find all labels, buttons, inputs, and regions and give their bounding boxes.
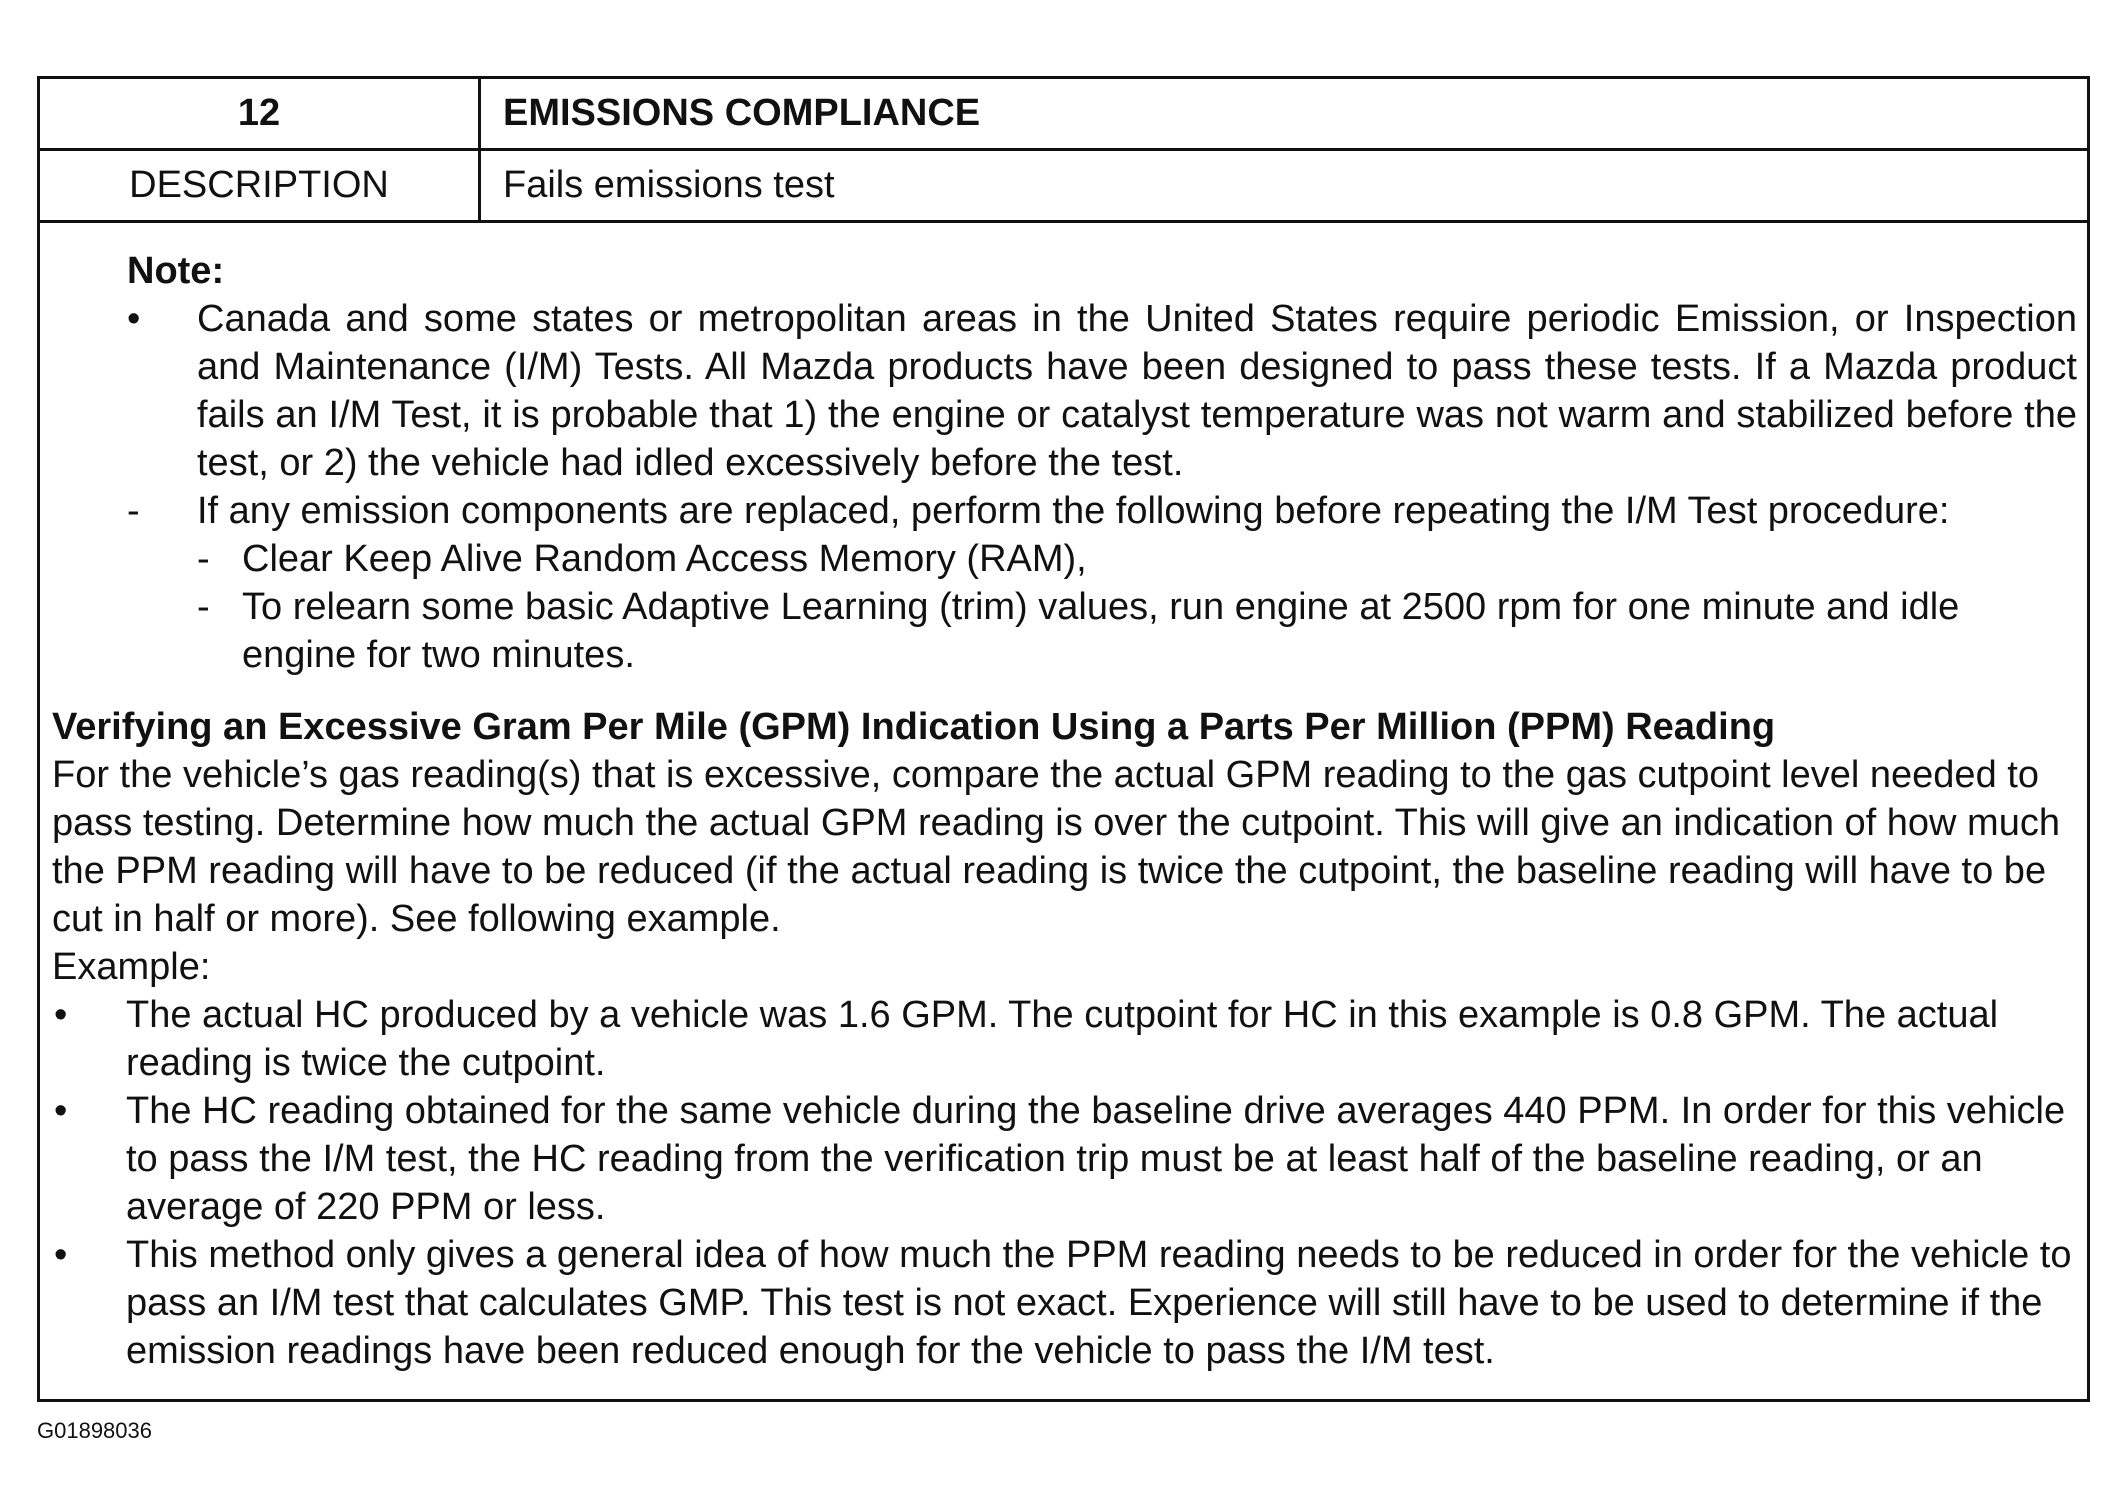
note-item <box>52 487 2077 535</box>
example-label: Example: <box>52 946 211 988</box>
bullet-marker: • <box>54 994 68 1036</box>
example-item-text: The HC reading obtained for the same vehicle during the baseline drive averages 440 PPM. In order for this vehicle to pass the I/M test, the HC reading from the verification trip must be at least half of the baseline reading, or an average of 220 PPM or less. <box>126 1090 2066 1228</box>
document-frame <box>37 76 2090 1402</box>
note-item <box>52 295 2077 487</box>
bullet-marker: • <box>54 1090 68 1132</box>
section-title: EMISSIONS COMPLIANCE <box>503 92 981 134</box>
note-subitem <box>52 583 2077 679</box>
note-subitem <box>52 535 2077 583</box>
example-item <box>52 1231 2077 1375</box>
note-subitem-text: Clear Keep Alive Random Access Memory (RAM), <box>242 538 1087 580</box>
header-row-description <box>40 151 2087 223</box>
dash-marker: - <box>127 490 140 532</box>
bullet-marker: • <box>54 1234 68 1276</box>
note-heading: Note: <box>127 250 225 292</box>
dash-marker: - <box>197 538 210 580</box>
document-body <box>52 247 2077 1375</box>
note-item-text: Canada and some states or metropolitan areas in the United States require periodic Emission, or Inspection and Maintenance (I/M) Tests. All Mazda products have been designed to pass these tests. If a Mazda product fails an I/M Test, it is probable that 1) the engine or catalyst temperature was not warm and stabilized before the test, or 2) the vehicle had idled excessively before the test. <box>197 298 2077 484</box>
bullet-marker: • <box>127 298 141 340</box>
header-row-title <box>40 79 2087 151</box>
figure-id-caption: G01898036 <box>37 1418 152 1443</box>
section-heading: Verifying an Excessive Gram Per Mile (GPM) Indication Using a Parts Per Million (PPM) Reading <box>52 706 1776 748</box>
dash-marker: - <box>197 586 210 628</box>
note-subitem-text: To relearn some basic Adaptive Learning (trim) values, run engine at 2500 rpm for one minute and idle engine for two minutes. <box>242 586 1960 676</box>
section-paragraph: For the vehicle’s gas reading(s) that is excessive, compare the actual GPM reading to the gas cutpoint level needed to pass testing. Determine how much the actual GPM reading is over the cutpoint. This will give an indication of how much the PPM reading will have to be reduced (if the actual reading is twice the cutpoint, the baseline reading will have to be cut in half or more). See following example. <box>52 754 2060 940</box>
example-item <box>52 1087 2077 1231</box>
description-value: Fails emissions test <box>503 164 835 206</box>
example-item-text: This method only gives a general idea of how much the PPM reading needs to be reduced in order for the vehicle to pass an I/M test that calculates GMP. This test is not exact. Experience will still have to be used to determine if the emission readings have been reduced enough for the vehicle to pass the I/M test. <box>126 1234 2072 1372</box>
note-item-text: If any emission components are replaced, perform the following before repeating the I/M Test procedure: <box>197 490 1950 532</box>
description-label: DESCRIPTION <box>40 151 481 220</box>
section-number: 12 <box>40 79 481 148</box>
example-item-text: The actual HC produced by a vehicle was 1.6 GPM. The cutpoint for HC in this example is 0.8 GPM. The actual reading is twice the cutpoint. <box>126 994 1999 1084</box>
example-item <box>52 991 2077 1087</box>
